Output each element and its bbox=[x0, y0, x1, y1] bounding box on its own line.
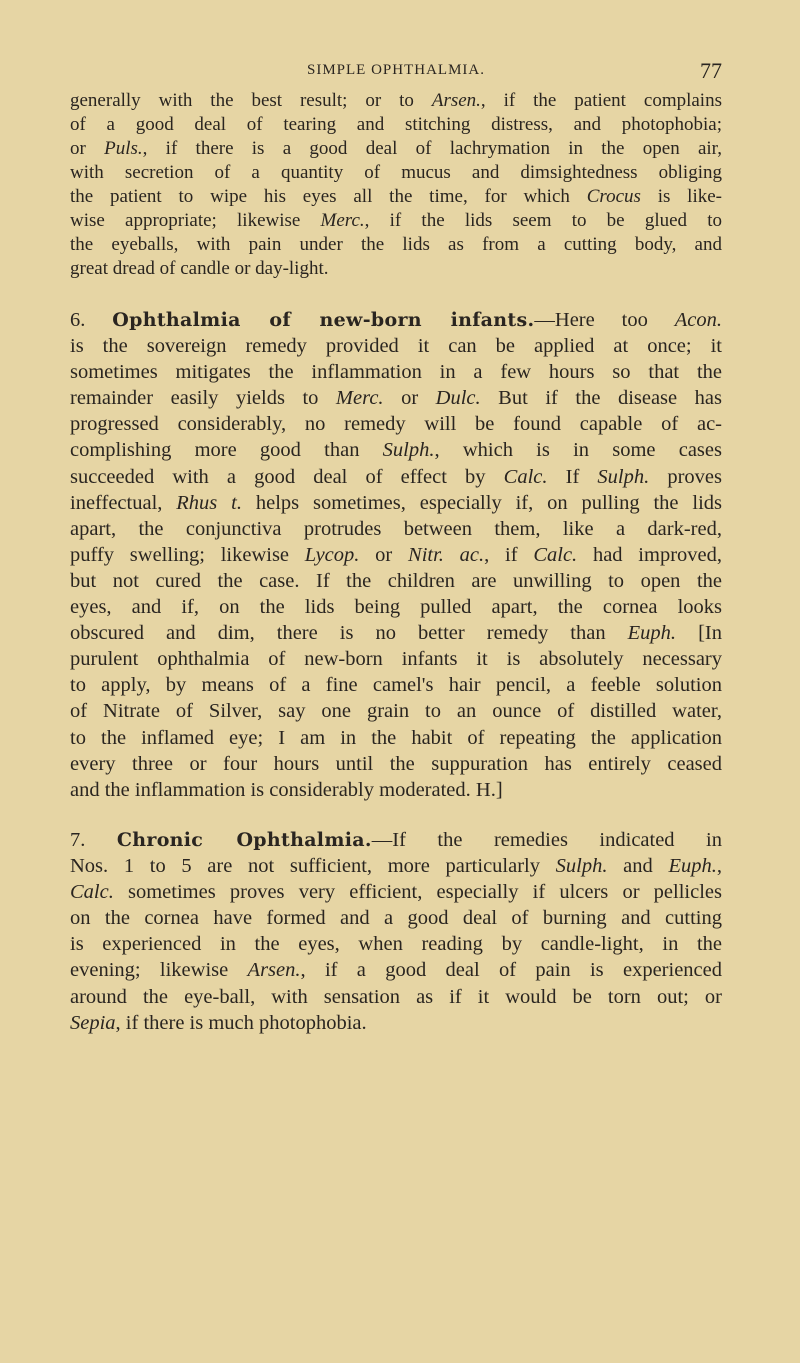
text-segment: evening; likewise bbox=[70, 959, 248, 982]
text-line bbox=[70, 542, 722, 568]
text-segment: is the sovereign remedy provided it can be applied at once; it bbox=[70, 335, 722, 358]
text-line bbox=[70, 307, 722, 333]
text-segment: or bbox=[359, 543, 409, 566]
remedy-name: Rhus t. bbox=[176, 491, 242, 514]
text-line bbox=[70, 957, 722, 983]
text-line bbox=[70, 853, 722, 879]
remedy-name: Calc. bbox=[533, 543, 578, 566]
text-segment: [In bbox=[676, 622, 722, 645]
text-line bbox=[70, 359, 722, 385]
text-line bbox=[70, 1010, 722, 1036]
text-segment: remainder easily yields to bbox=[70, 387, 336, 410]
running-header bbox=[70, 58, 722, 82]
text-segment: , bbox=[716, 855, 722, 878]
remedy-name: Puls. bbox=[104, 138, 143, 159]
text-segment: on the cornea have formed and a good deal of burning and cutting bbox=[70, 907, 722, 930]
text-line bbox=[70, 113, 722, 137]
remedy-name: Sulph. bbox=[597, 465, 650, 488]
text-line bbox=[70, 827, 722, 853]
text-segment: to apply, by means of a fine camel's hair pencil, a feeble solution bbox=[70, 674, 722, 697]
text-line bbox=[70, 464, 722, 490]
text-segment: eyes, and if, on the lids being pulled apart, the cornea looks bbox=[70, 596, 722, 619]
text-segment: —Here too bbox=[534, 309, 675, 331]
text-segment: is like- bbox=[640, 186, 723, 207]
text-line bbox=[70, 209, 722, 233]
remedy-name: Arsen. bbox=[247, 959, 301, 982]
text-segment: great dread of candle or day-light. bbox=[70, 258, 329, 279]
text-line bbox=[70, 751, 722, 777]
text-line bbox=[70, 568, 722, 594]
text-segment: wise appropriate; likewise bbox=[70, 210, 321, 231]
running-title: SIMPLE OPHTHALMIA. bbox=[306, 62, 485, 78]
text-line bbox=[70, 411, 722, 437]
text-segment: of Nitrate of Silver, say one grain to an ounce of distilled water, bbox=[70, 700, 722, 723]
remedy-name: Dulc. bbox=[435, 387, 481, 410]
text-line bbox=[70, 137, 722, 161]
remedy-name: Sulph. bbox=[382, 439, 435, 462]
remedy-name: Lycop. bbox=[304, 543, 360, 566]
text-line bbox=[70, 931, 722, 957]
text-segment: sometimes mitigates the inflammation in a few hours so that the bbox=[70, 361, 722, 384]
text-line bbox=[70, 594, 722, 620]
paragraph-continued bbox=[70, 89, 722, 281]
text-line bbox=[70, 725, 722, 751]
text-segment: to the inflamed eye; I am in the habit of repeating the application bbox=[70, 726, 722, 749]
text-line bbox=[70, 646, 722, 672]
text-segment: or bbox=[383, 387, 436, 410]
text-segment: —If the remedies indicated in bbox=[371, 829, 722, 851]
text-segment: , if bbox=[484, 543, 534, 566]
remedy-name: Merc. bbox=[320, 210, 365, 231]
text-segment: 6. bbox=[70, 309, 113, 331]
text-segment: succeeded with a good deal of effect by bbox=[70, 465, 504, 488]
remedy-name: Nitr. ac. bbox=[408, 543, 485, 566]
section-heading: Ophthalmia of new-born infants. bbox=[112, 309, 535, 331]
remedy-name: Calc. bbox=[503, 465, 548, 488]
remedy-name: Sulph. bbox=[555, 855, 608, 878]
text-segment: with secretion of a quantity of mucus and dimsightedness obliging bbox=[70, 162, 722, 183]
text-segment: Nos. 1 to 5 are not sufficient, more particularly bbox=[70, 855, 556, 878]
remedy-name: Sepia bbox=[70, 1011, 116, 1034]
text-segment: But if the disease has bbox=[480, 387, 722, 410]
text-segment: puffy swelling; likewise bbox=[70, 543, 305, 566]
text-line bbox=[70, 333, 722, 359]
text-line bbox=[70, 385, 722, 411]
text-line bbox=[70, 437, 722, 463]
remedy-name: Arsen. bbox=[431, 90, 481, 111]
text-segment: obscured and dim, there is no better remedy than bbox=[70, 622, 628, 645]
text-segment: helps sometimes, especially if, on pulling the lids bbox=[242, 491, 723, 514]
text-segment: around the eye-ball, with sensation as if it would be torn out; or bbox=[70, 985, 722, 1008]
text-segment: and the inflammation is considerably moderated. H.] bbox=[70, 778, 503, 801]
remedy-name: Acon. bbox=[674, 309, 723, 331]
text-segment: every three or four hours until the suppuration has entirely ceased bbox=[70, 752, 722, 775]
text-segment: apart, the conjunctiva protrudes between them, like a dark-red, bbox=[70, 517, 722, 540]
text-line bbox=[70, 89, 722, 113]
remedy-name: Merc. bbox=[335, 387, 384, 410]
text-segment: , if there is a good deal of lachrymation in the open air, bbox=[142, 138, 723, 159]
text-line bbox=[70, 161, 722, 185]
text-segment: complishing more good than bbox=[70, 439, 383, 462]
text-segment: purulent ophthalmia of new-born infants it is absolutely necessary bbox=[70, 648, 722, 671]
text-segment: ineffectual, bbox=[70, 491, 177, 514]
text-segment: is experienced in the eyes, when reading by candle-light, in the bbox=[70, 933, 722, 956]
text-line bbox=[70, 698, 722, 724]
text-segment: or bbox=[70, 138, 105, 159]
text-segment: proves bbox=[649, 465, 723, 488]
text-line bbox=[70, 879, 722, 905]
text-segment: , if the lids seem to be glued to bbox=[364, 210, 723, 231]
text-segment: 7. bbox=[70, 829, 117, 851]
text-segment: , which is in some cases bbox=[434, 439, 722, 462]
text-segment: , if there is much photophobia. bbox=[115, 1011, 367, 1034]
section-6-newborn-ophthalmia bbox=[70, 307, 722, 803]
text-segment: generally with the best result; or to bbox=[70, 90, 432, 111]
text-segment: , if the patient complains bbox=[480, 90, 722, 111]
text-segment: If bbox=[547, 465, 598, 488]
text-segment: progressed considerably, no remedy will be found capable of ac- bbox=[70, 413, 722, 436]
text-segment: and bbox=[607, 855, 669, 878]
text-line bbox=[70, 672, 722, 698]
text-line bbox=[70, 233, 722, 257]
text-line bbox=[70, 984, 722, 1010]
remedy-name: Euph. bbox=[627, 622, 677, 645]
remedy-name: Calc. bbox=[70, 881, 114, 904]
text-segment: of a good deal of tearing and stitching distress, and photophobia; bbox=[70, 114, 722, 135]
text-segment: , if a good deal of pain is experienced bbox=[300, 959, 723, 982]
text-segment: the patient to wipe his eyes all the time, for which bbox=[70, 186, 587, 207]
text-line bbox=[70, 516, 722, 542]
section-7-chronic-ophthalmia bbox=[70, 827, 722, 1036]
text-line bbox=[70, 185, 722, 209]
text-line bbox=[70, 905, 722, 931]
text-line bbox=[70, 620, 722, 646]
remedy-name: Euph. bbox=[668, 855, 717, 878]
text-segment: the eyeballs, with pain under the lids as from a cutting body, and bbox=[70, 234, 722, 255]
text-line bbox=[70, 490, 722, 516]
text-line bbox=[70, 257, 722, 281]
section-heading: Chronic Ophthalmia. bbox=[116, 829, 372, 851]
remedy-name: Crocus bbox=[586, 186, 641, 207]
text-segment: sometimes proves very efficient, especially if ulcers or pellicles bbox=[113, 881, 722, 904]
text-segment: but not cured the case. If the children are unwilling to open the bbox=[70, 569, 722, 592]
text-segment: had improved, bbox=[577, 543, 722, 566]
text-line bbox=[70, 777, 722, 803]
page-number: 77 bbox=[700, 58, 722, 83]
